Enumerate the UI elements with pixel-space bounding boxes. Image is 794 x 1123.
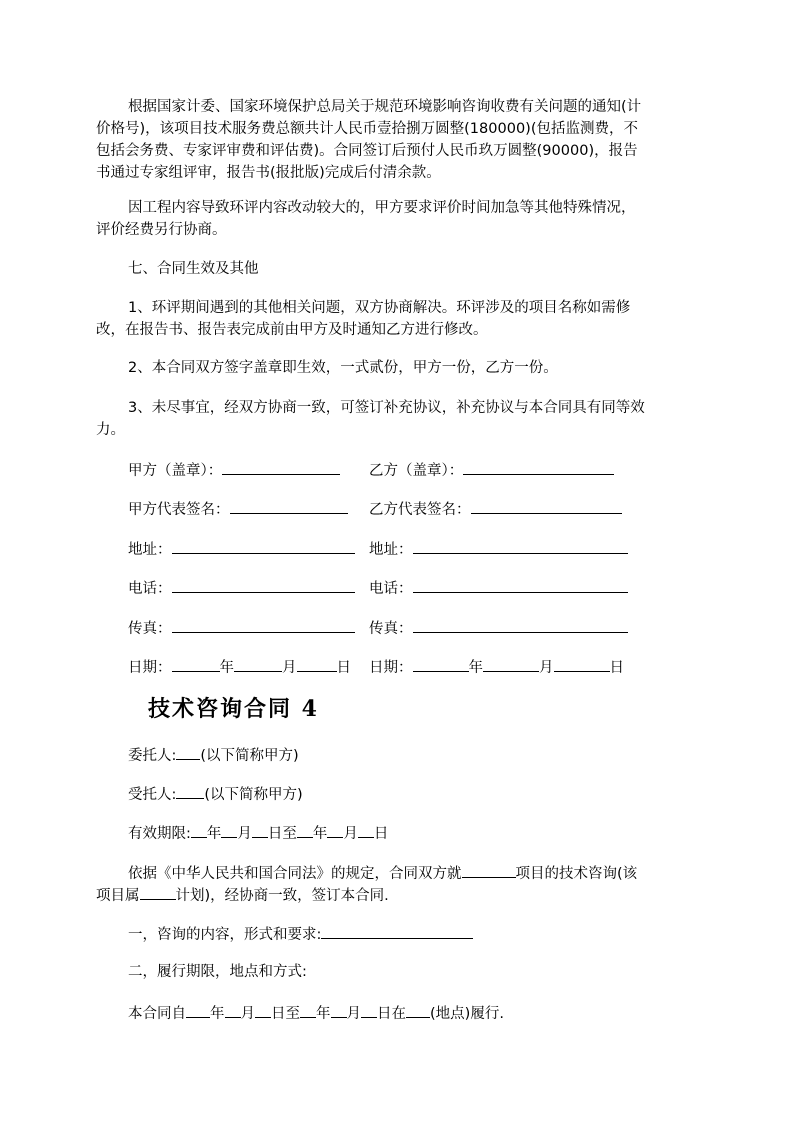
party-a-seal-label: 甲方（盖章）： (128, 463, 223, 479)
party-b-fax-label: 传真： (369, 621, 413, 637)
validity-start-day-blank[interactable] (252, 821, 268, 838)
perform-start-year-blank[interactable] (186, 1001, 210, 1018)
perform-year-2: 年 (316, 1006, 331, 1022)
item-1 (96, 297, 696, 341)
party-a-day-label: 日 (336, 660, 351, 676)
contractor-note: (以下简称甲方) (204, 787, 303, 803)
perform-month-1: 月 (240, 1006, 255, 1022)
party-b-address-blank[interactable] (413, 537, 628, 554)
party-a-rep-label: 甲方代表签名： (128, 502, 230, 518)
party-a-phone (128, 576, 355, 600)
basis-plan-blank[interactable] (140, 883, 176, 900)
basis-line-2 (96, 883, 389, 907)
party-a-seal (128, 458, 340, 482)
party-a-phone-label: 电话： (128, 581, 172, 597)
party-b-date-label: 日期： (369, 660, 413, 676)
item-1-line-1: 1、环评期间遇到的其他相关问题，双方协商解决。环评涉及的项目名称如需修 (128, 300, 631, 316)
party-b-rep (369, 497, 622, 521)
content-requirements-label: 一，咨询的内容，形式和要求: (128, 927, 322, 943)
party-b-year-label: 年 (468, 660, 483, 676)
fee-paragraph (96, 96, 696, 184)
client-blank[interactable] (176, 743, 200, 760)
validity-year-2: 年 (312, 826, 328, 842)
party-a-rep (128, 497, 348, 521)
item-3 (96, 397, 696, 441)
client-note: (以下简称甲方) (200, 748, 299, 764)
party-a-seal-blank[interactable] (222, 458, 340, 475)
party-b-phone-blank[interactable] (413, 576, 628, 593)
party-b-phone (369, 576, 628, 600)
client-line (128, 743, 299, 767)
item-1-line-2: 改，在报告书、报告表完成前由甲方及时通知乙方进行修改。 (96, 322, 488, 338)
party-a-month-label: 月 (282, 660, 297, 676)
party-b-seal-blank[interactable] (463, 458, 614, 475)
party-b-address-label: 地址： (369, 542, 413, 558)
party-a-date-label: 日期： (128, 660, 172, 676)
party-a-address (128, 537, 355, 561)
perform-line (128, 1001, 504, 1025)
party-a-year-blank[interactable] (172, 655, 220, 672)
party-a-rep-blank[interactable] (230, 497, 348, 514)
party-a-year-label: 年 (219, 660, 234, 676)
party-a-address-label: 地址： (128, 542, 172, 558)
party-b-year-blank[interactable] (413, 655, 469, 672)
party-a-address-blank[interactable] (172, 537, 355, 554)
party-b-phone-label: 电话： (369, 581, 413, 597)
perform-text-end: (地点)履行. (430, 1006, 504, 1022)
party-a-fax-label: 传真： (128, 621, 172, 637)
contractor-label: 受托人: (128, 787, 177, 803)
basis-text-2b: 计划)，经协商一致，签订本合同. (175, 888, 389, 904)
item-3-line-1: 3、未尽事宜，经双方协商一致，可签订补充协议，补充协议与本合同具有同等效 (128, 400, 645, 416)
validity-end-day-blank[interactable] (358, 821, 374, 838)
basis-text-1a: 依据《中华人民共和国合同法》的规定，合同双方就 (128, 866, 462, 882)
validity-year-1: 年 (206, 826, 222, 842)
period-heading: 二，履行期限，地点和方式: (128, 964, 307, 980)
party-b-fax (369, 616, 628, 640)
fee-line-2: 价格号)，该项目技术服务费总额共计人民币壹拾捌万圆整(180000)(包括监测费，不 (96, 121, 638, 137)
contract-title: 技术咨询合同 4 (148, 696, 319, 722)
validity-month-1: 月 (237, 826, 252, 842)
party-a-fax (128, 616, 355, 640)
item-2: 2、本合同双方签字盖章即生效，一式贰份，甲方一份，乙方一份。 (128, 360, 558, 376)
perform-end-month-blank[interactable] (331, 1001, 347, 1018)
change-line-2: 评价经费另行协商。 (96, 222, 227, 238)
basis-line-1 (128, 861, 637, 885)
party-b-day-blank[interactable] (554, 655, 610, 672)
change-line-1: 因工程内容导致环评内容改动较大的，甲方要求评价时间加急等其他特殊情况， (128, 200, 636, 216)
item-3-line-2: 力。 (96, 422, 125, 438)
party-a-day-blank[interactable] (297, 655, 337, 672)
validity-start-month-blank[interactable] (221, 821, 237, 838)
basis-text-2a: 项目属 (96, 888, 140, 904)
perform-place-blank[interactable] (406, 1001, 430, 1018)
perform-start-month-blank[interactable] (225, 1001, 241, 1018)
party-a-phone-blank[interactable] (172, 576, 355, 593)
perform-day-to: 日至 (271, 1006, 300, 1022)
validity-month-2: 月 (343, 826, 358, 842)
validity-start-year-blank[interactable] (191, 821, 207, 838)
party-a-fax-blank[interactable] (172, 616, 355, 633)
party-b-seal (369, 458, 614, 482)
basis-project-blank[interactable] (462, 861, 516, 878)
validity-line (128, 821, 388, 845)
fee-line-1: 根据国家计委、国家环境保护总局关于规范环境影响咨询收费有关问题的通知(计 (128, 99, 642, 115)
party-b-seal-label: 乙方（盖章）： (369, 463, 464, 479)
validity-day-2: 日 (373, 826, 389, 842)
party-b-month-label: 月 (539, 660, 554, 676)
validity-end-month-blank[interactable] (327, 821, 343, 838)
perform-start-day-blank[interactable] (255, 1001, 271, 1018)
validity-label: 有效期限: (128, 826, 191, 842)
client-label: 委托人: (128, 748, 177, 764)
content-requirements-line (128, 922, 473, 946)
party-b-address (369, 537, 628, 561)
party-b-date (369, 655, 624, 679)
perform-month-2: 月 (346, 1006, 361, 1022)
party-b-day-label: 日 (609, 660, 624, 676)
party-b-fax-blank[interactable] (413, 616, 628, 633)
basis-text-1b: 项目的技术咨询(该 (515, 866, 638, 882)
perform-year-1: 年 (210, 1006, 225, 1022)
content-requirements-blank[interactable] (321, 922, 473, 939)
perform-day-at: 日在 (377, 1006, 406, 1022)
section-seven-heading: 七、合同生效及其他 (128, 261, 259, 277)
party-b-month-blank[interactable] (483, 655, 539, 672)
perform-end-day-blank[interactable] (361, 1001, 377, 1018)
perform-text-start: 本合同自 (128, 1006, 186, 1022)
party-a-date (128, 655, 351, 679)
party-a-month-blank[interactable] (234, 655, 282, 672)
party-b-rep-blank[interactable] (471, 497, 622, 514)
perform-end-year-blank[interactable] (300, 1001, 316, 1018)
fee-line-4: 书通过专家组评审，报告书(报批版)完成后付清余款。 (96, 165, 441, 181)
validity-day-to: 日至 (267, 826, 297, 842)
change-paragraph (96, 197, 696, 241)
fee-line-3: 包括会务费、专家评审费和评估费)。合同签订后预付人民币玖万圆整(90000)，报告 (96, 143, 638, 159)
contractor-blank[interactable] (176, 782, 204, 799)
validity-end-year-blank[interactable] (297, 821, 313, 838)
contractor-line (128, 782, 303, 806)
party-b-rep-label: 乙方代表签名： (369, 502, 471, 518)
